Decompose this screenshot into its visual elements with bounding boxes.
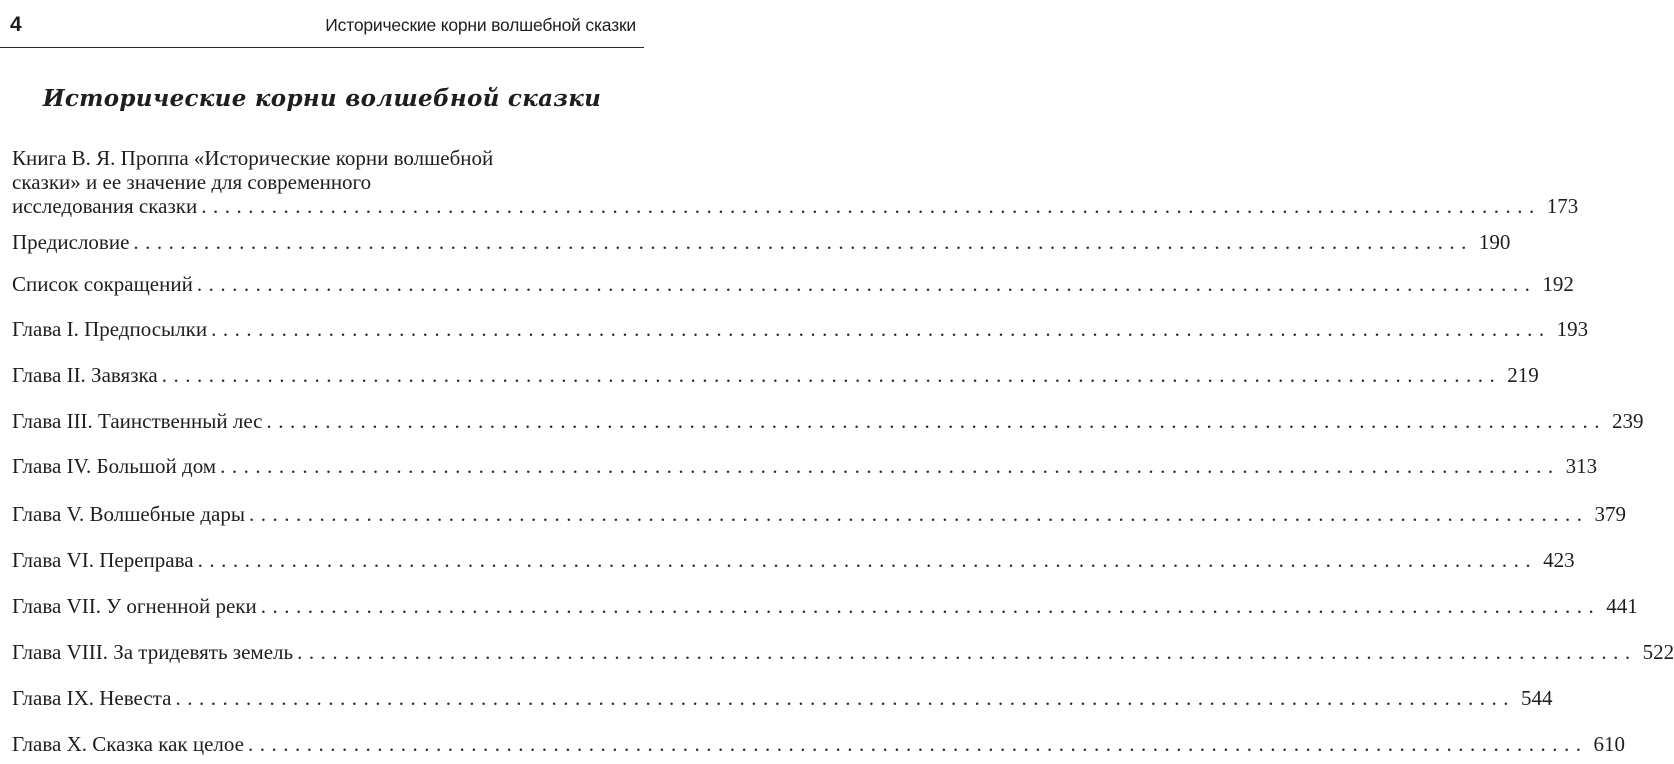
- toc-entry[interactable]: [12, 732, 1625, 756]
- toc-entry-page: 193: [1556, 317, 1589, 341]
- toc-entry-page: 610: [1593, 732, 1625, 756]
- page-number: 4: [10, 13, 22, 36]
- toc-entry-title: Глава V. Волшебные дары: [12, 502, 245, 526]
- leader-dots: ..................................................................................................................: [220, 454, 1560, 478]
- toc-entry[interactable]: [12, 454, 1598, 478]
- toc-entry-page: 192: [1542, 272, 1574, 296]
- leader-dots: ..................................................................................................................: [196, 272, 1537, 296]
- leader-dots: ..................................................................................................................: [175, 686, 1515, 710]
- toc-entry-title: Глава IX. Невеста: [12, 686, 172, 710]
- toc-entry[interactable]: [12, 409, 1644, 433]
- toc-entry-page: 190: [1478, 230, 1511, 254]
- toc-entry-intro[interactable]: [12, 146, 1579, 218]
- toc-entry[interactable]: [12, 640, 1674, 664]
- leader-dots: ..................................................................................................................: [247, 732, 1588, 756]
- toc-entry-title: Глава I. Предпосылки: [12, 317, 208, 341]
- toc-entry[interactable]: [12, 363, 1539, 387]
- toc-entry[interactable]: [12, 272, 1574, 296]
- toc-entry-page: 173: [1546, 194, 1579, 218]
- running-title: Исторические корни волшебной сказки: [325, 15, 636, 35]
- toc-entry-page: 423: [1543, 548, 1575, 572]
- toc-entry-page: 239: [1611, 409, 1644, 433]
- toc-entry-title: Глава II. Завязка: [12, 363, 158, 387]
- leader-dots: ..................................................................................................................: [260, 594, 1601, 618]
- leader-dots: ..................................................................................................................: [266, 409, 1606, 433]
- toc-entry-page: 441: [1606, 594, 1638, 618]
- leader-dots: ..................................................................................................................: [297, 640, 1637, 664]
- leader-dots: ..................................................................................................................: [211, 317, 1551, 341]
- leader-dots: ..................................................................................................................: [201, 194, 1541, 218]
- toc-entry[interactable]: [12, 230, 1511, 254]
- leader-dots: ..................................................................................................................: [161, 363, 1502, 387]
- toc-entry-title: Глава VI. Переправа: [12, 548, 194, 572]
- toc-entry-page: 313: [1565, 454, 1598, 478]
- running-head: [0, 0, 644, 48]
- toc-entry-page: 544: [1520, 686, 1553, 710]
- toc-entry[interactable]: [12, 502, 1626, 526]
- leader-dots: ..................................................................................................................: [197, 548, 1538, 572]
- toc-entry[interactable]: [12, 548, 1575, 572]
- toc-entry-page: 219: [1507, 363, 1539, 387]
- contents-heading: Исторические корни волшебной сказки: [42, 85, 602, 112]
- toc-entry-title: Предисловие: [12, 230, 130, 254]
- toc-entry-page: 379: [1594, 502, 1626, 526]
- toc-entry-title: Список сокращений: [12, 272, 193, 296]
- toc-entry[interactable]: [12, 317, 1589, 341]
- toc-entry-title: Глава III. Таинственный лес: [12, 409, 263, 433]
- toc-entry-page: 522: [1642, 640, 1674, 664]
- toc-entry-line: сказки» и ее значение для современного: [12, 170, 372, 194]
- toc-entry-title: исследования сказки: [12, 194, 198, 218]
- leader-dots: ..................................................................................................................: [133, 230, 1473, 254]
- toc-entry-title: Глава VIII. За тридевять земель: [12, 640, 294, 664]
- toc-entry[interactable]: [12, 686, 1553, 710]
- toc-entry[interactable]: [12, 594, 1638, 618]
- toc-entry-line: Книга В. Я. Проппа «Исторические корни волшебной: [12, 146, 494, 170]
- toc-entry-title: Глава X. Сказка как целое: [12, 732, 244, 756]
- leader-dots: ..................................................................................................................: [248, 502, 1589, 526]
- toc-entry-title: Глава VII. У огненной реки: [12, 594, 257, 618]
- toc-entry-title: Глава IV. Большой дом: [12, 454, 217, 478]
